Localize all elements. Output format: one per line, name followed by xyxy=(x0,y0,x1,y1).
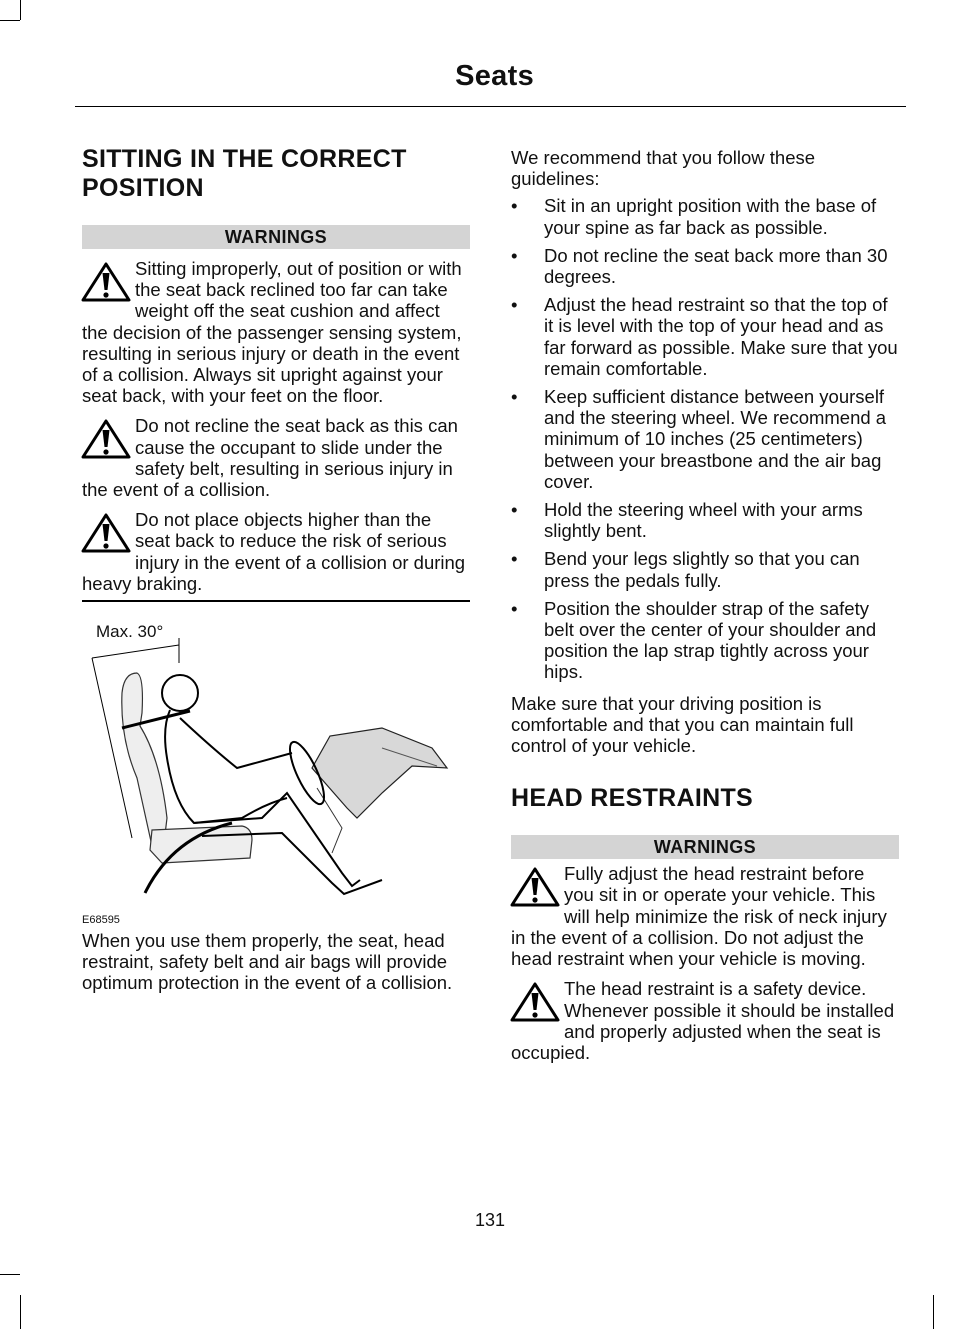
guidelines-intro: We recommend that you follow these guidelines: xyxy=(511,147,816,190)
warning-triangle-icon xyxy=(81,262,131,302)
list-item: • Hold the steering wheel with your arms slightly bent. xyxy=(511,499,863,542)
left-column xyxy=(82,145,470,994)
warnings-header: WARNINGS xyxy=(82,225,470,249)
warning-item: The head restraint is a safety device. Whenever possible it should be installed and properly adjusted when the seat is occupied. xyxy=(511,978,895,1063)
list-item: • Keep sufficient distance between yourself and the steering wheel. We recommend a minimum of 10 inches (25 centimeters) between your breastbone and the air bag cover. xyxy=(511,386,887,492)
warning-triangle-icon xyxy=(510,982,560,1022)
crop-mark xyxy=(20,0,21,20)
warning-item: Sitting improperly, out of position or with the seat back reclined too far can take weight off the seat cushion and affect the decision of the passenger sensing system, resulting in serious injury or death in the event of a collision. Always sit upright against your seat back, with your feet on the floor. xyxy=(82,258,462,407)
right-column xyxy=(511,147,899,1063)
header-rule xyxy=(75,106,906,107)
list-item: • Do not recline the seat back more than 30 degrees. xyxy=(511,244,888,288)
driver-seating-illustration xyxy=(82,618,470,918)
section-title-sitting: SITTING IN THE CORRECT POSITION xyxy=(82,145,407,202)
crop-mark xyxy=(0,20,20,21)
list-item: • Sit in an upright position with the base of your spine as far back as possible. xyxy=(511,195,877,238)
page-number: 131 xyxy=(474,1210,506,1230)
list-item: • Position the shoulder strap of the safety belt over the center of your shoulder and position the lap strap tightly across your hips. xyxy=(511,597,877,683)
crop-mark xyxy=(933,1295,934,1329)
warnings-header: WARNINGS xyxy=(511,835,899,859)
warning-item: Fully adjust the head restraint before you sit in or operate your vehicle. This will help minimize the risk of neck injury in the event of a collision. Do not adjust the head restraint when your vehicle is moving. xyxy=(511,863,887,970)
warning-triangle-icon xyxy=(510,867,560,907)
warning-triangle-icon xyxy=(81,513,131,553)
warnings-end-rule xyxy=(82,600,470,602)
section-title-head-restraints: HEAD RESTRAINTS xyxy=(511,784,754,813)
paragraph-after-figure: When you use them properly, the seat, head restraint, safety belt and air bags will provide optimum protection in the event of a collision. xyxy=(82,930,453,994)
guidelines-list xyxy=(511,195,899,682)
list-item: • Bend your legs slightly so that you can press the pedals fully. xyxy=(511,548,860,591)
page-title: Seats xyxy=(455,60,534,92)
figure-angle-label: Max. 30° xyxy=(96,622,164,642)
guidelines-closing: Make sure that your driving position is comfortable and that you can maintain full control of your vehicle. xyxy=(511,692,854,757)
warning-triangle-icon xyxy=(81,419,131,459)
seating-position-figure xyxy=(82,618,470,926)
list-item: • Adjust the head restraint so that the top of it is level with the top of your head and as far forward as possible. Make sure that you remain comfortable. xyxy=(511,294,898,379)
crop-mark xyxy=(20,1295,21,1329)
figure-code: E68595 xyxy=(82,914,120,927)
warning-item: Do not recline the seat back as this can cause the occupant to slide under the safety belt, resulting in serious injury in the event of a collision. xyxy=(82,415,458,501)
crop-mark xyxy=(0,1274,20,1275)
warning-item: Do not place objects higher than the seat back to reduce the risk of serious injury in the event of a collision or during heavy braking. xyxy=(82,509,466,594)
